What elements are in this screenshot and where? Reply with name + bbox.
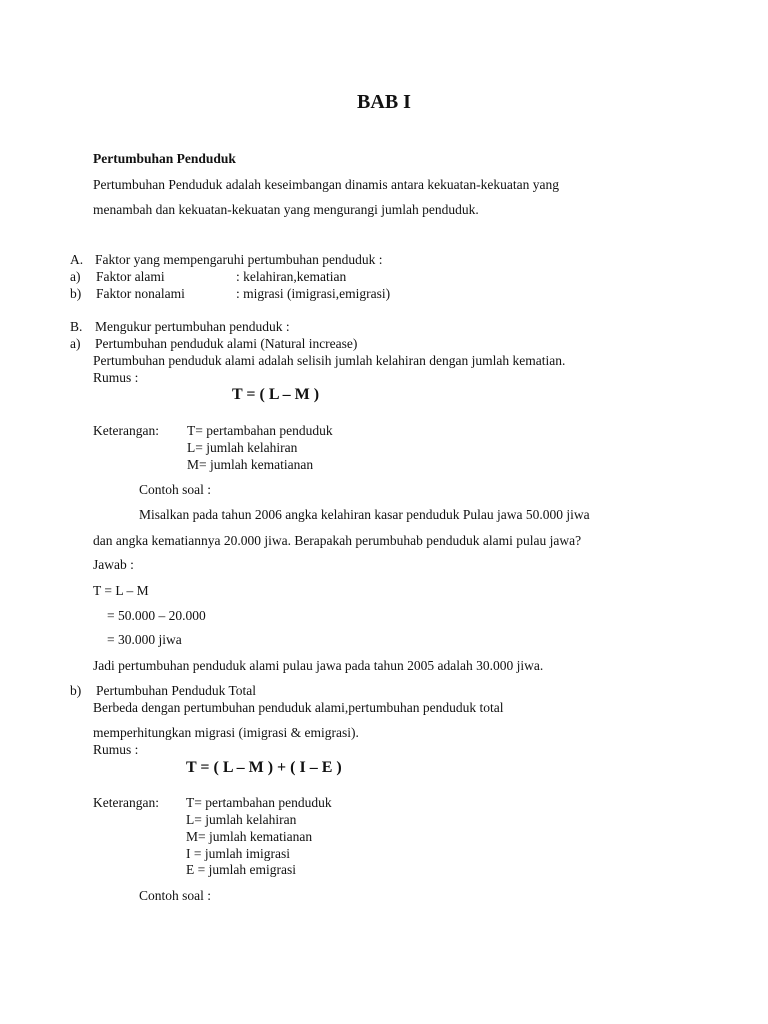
contoh-soal-label: Contoh soal : [139,888,212,903]
jawab-label: Jawab : [93,557,134,572]
section-heading: Pertumbuhan Penduduk [93,151,236,166]
formula-total: T = ( L – M ) + ( I – E ) [186,759,342,776]
total-growth-definition-2: memperhitungkan migrasi (imigrasi & emigrasi). [93,725,359,740]
total-growth-title: Pertumbuhan Penduduk Total [96,683,257,698]
factor-nonnatural-label: Faktor nonalami [96,286,185,301]
natural-increase-title: Pertumbuhan penduduk alami (Natural increase) [95,336,358,351]
natural-increase-definition: Pertumbuhan penduduk alami adalah selisih jumlah kelahiran dengan jumlah kematian. [93,353,566,368]
rumus-label: Rumus : [93,370,139,385]
list-marker-B: B. [70,319,83,334]
intro-line-2: menambah dan kekuatan-kekuatan yang mengurangi jumlah penduduk. [93,202,479,217]
section-B-text: Mengukur pertumbuhan penduduk : [95,319,290,334]
factor-natural-label: Faktor alami [96,269,165,284]
legend-I: I = jumlah imigrasi [186,846,290,861]
list-marker-A: A. [70,252,84,267]
factor-natural-value: : kelahiran,kematian [236,269,347,284]
list-marker-a: a) [70,269,81,284]
legend-L: L= jumlah kelahiran [186,812,297,827]
legend-T: T= pertambahan penduduk [187,423,333,438]
answer-step-2: = 50.000 – 20.000 [107,608,206,623]
chapter-title: BAB I [357,91,411,113]
list-marker-b: b) [70,683,82,698]
answer-step-1: T = L – M [93,583,149,598]
legend-M: M= jumlah kematianan [186,829,313,844]
soal-line-1: Misalkan pada tahun 2006 angka kelahiran kasar penduduk Pulau jawa 50.000 jiwa [139,507,590,522]
formula-natural: T = ( L – M ) [232,386,320,403]
factor-nonnatural-value: : migrasi (imigrasi,emigrasi) [236,286,391,301]
section-A-text: Faktor yang mempengaruhi pertumbuhan penduduk : [95,252,383,267]
legend-L: L= jumlah kelahiran [187,440,298,455]
total-growth-definition-1: Berbeda dengan pertumbuhan penduduk alami,pertumbuhan penduduk total [93,700,504,715]
keterangan-label: Keterangan: [93,423,159,438]
soal-line-2: dan angka kematiannya 20.000 jiwa. Berapakah perumbuhab penduduk alami pulau jawa? [93,533,582,548]
legend-E: E = jumlah emigrasi [186,862,296,877]
conclusion: Jadi pertumbuhan penduduk alami pulau jawa pada tahun 2005 adalah 30.000 jiwa. [93,658,544,673]
list-marker-a: a) [70,336,81,351]
intro-line-1: Pertumbuhan Penduduk adalah keseimbangan dinamis antara kekuatan-kekuatan yang [93,177,559,192]
legend-M: M= jumlah kematianan [187,457,314,472]
contoh-soal-label: Contoh soal : [139,482,212,497]
rumus-label: Rumus : [93,742,139,757]
list-marker-b: b) [70,286,82,301]
legend-T: T= pertambahan penduduk [186,795,332,810]
keterangan-label: Keterangan: [93,795,159,810]
answer-step-3: = 30.000 jiwa [107,632,182,647]
